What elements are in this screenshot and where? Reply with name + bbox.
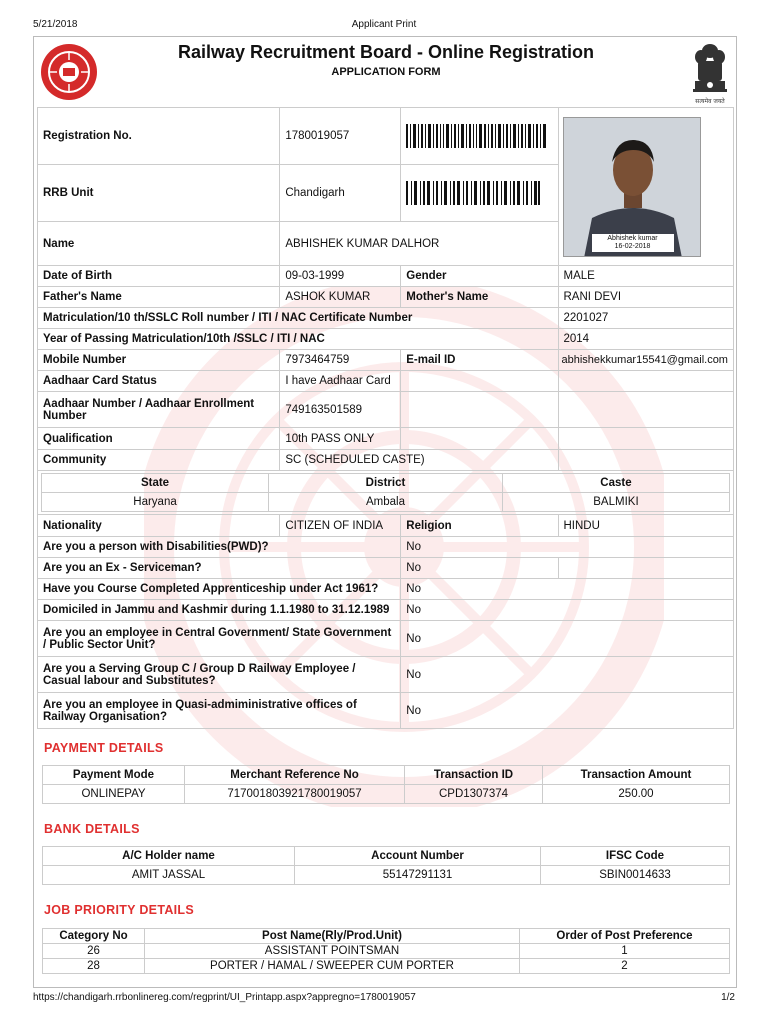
- transaction-amount-value: 250.00: [543, 785, 730, 804]
- mobile-label: Mobile Number: [38, 350, 280, 371]
- post-name-cell: PORTER / HAMAL / SWEEPER CUM PORTER: [145, 959, 520, 974]
- photo-cell: [558, 108, 734, 266]
- answer-jk-domicile: No: [401, 600, 734, 621]
- aadhaar-number-label: Aadhaar Number / Aadhaar Enrollment Number: [38, 392, 280, 428]
- district-header: District: [269, 474, 503, 493]
- father-name-label: Father's Name: [38, 287, 280, 308]
- state-header: State: [42, 474, 269, 493]
- print-title: Applicant Print: [351, 19, 417, 30]
- emblem-motto: सत्यमेव जयते: [695, 98, 725, 105]
- preference-header: Order of Post Preference: [520, 929, 730, 944]
- question-jk-domicile: Domiciled in Jammu and Kashmir during 1.1.1980 to 31.12.1989: [38, 600, 401, 621]
- caste-header: Caste: [502, 474, 729, 493]
- question-apprenticeship: Have you Course Completed Apprenticeship under Act 1961?: [38, 579, 401, 600]
- dob-label: Date of Birth: [38, 266, 280, 287]
- question-railway-employee: Are you a Serving Group C / Group D Railway Employee / Casual labour and Substitutes?: [38, 657, 401, 693]
- page-number: 1/2: [721, 992, 735, 1003]
- email-label: E-mail ID: [401, 350, 558, 371]
- table-row: [43, 959, 730, 974]
- payment-details-table: [42, 765, 730, 804]
- father-name-value: ASHOK KUMAR: [280, 287, 401, 308]
- transaction-id-value: CPD1307374: [405, 785, 543, 804]
- dob-value: 09-03-1999: [280, 266, 401, 287]
- qualification-value: 10th PASS ONLY: [280, 428, 401, 450]
- post-name-cell: ASSISTANT POINTSMAN: [145, 944, 520, 959]
- payment-mode-value: ONLINEPAY: [43, 785, 185, 804]
- qualification-label: Qualification: [38, 428, 280, 450]
- preference-cell: 1: [520, 944, 730, 959]
- year-of-passing-label: Year of Passing Matriculation/10th /SSLC / ITI / NAC: [38, 329, 559, 350]
- answer-railway-employee: No: [401, 657, 734, 693]
- caste-value: BALMIKI: [502, 493, 729, 512]
- payment-mode-header: Payment Mode: [43, 766, 185, 785]
- name-label: Name: [38, 222, 280, 266]
- aadhaar-status-value: I have Aadhaar Card: [280, 371, 401, 392]
- barcode-icon: [406, 124, 546, 148]
- applicant-details-table: [37, 107, 734, 729]
- photo-caption-date: 16-02-2018: [614, 242, 651, 250]
- state-district-caste-table: [41, 473, 730, 512]
- registration-no-label: Registration No.: [38, 108, 280, 165]
- question-ex-serviceman: Are you an Ex - Serviceman?: [38, 558, 401, 579]
- ac-holder-header: A/C Holder name: [43, 847, 295, 866]
- aadhaar-number-value: 749163501589: [280, 392, 401, 428]
- form-subtitle: APPLICATION FORM: [331, 66, 441, 78]
- job-priority-table: [42, 928, 730, 974]
- ashoka-emblem-icon: [689, 41, 731, 107]
- photo-caption: [592, 234, 674, 252]
- state-value: Haryana: [42, 493, 269, 512]
- mother-name-label: Mother's Name: [401, 287, 558, 308]
- applicant-photo: [563, 117, 701, 257]
- ac-holder-value: AMIT JASSAL: [43, 866, 295, 885]
- answer-ex-serviceman: No: [401, 558, 558, 579]
- mother-name-value: RANI DEVI: [558, 287, 734, 308]
- bank-details-title: BANK DETAILS: [44, 822, 140, 836]
- religion-value: HINDU: [558, 515, 734, 537]
- ifsc-value: SBIN0014633: [541, 866, 730, 885]
- bank-details-table: [42, 846, 730, 885]
- category-no-cell: 26: [43, 944, 145, 959]
- print-header: [0, 19, 768, 33]
- answer-apprenticeship: No: [401, 579, 734, 600]
- merchant-ref-header: Merchant Reference No: [185, 766, 405, 785]
- district-value: Ambala: [269, 493, 503, 512]
- application-form: [33, 36, 737, 988]
- year-of-passing-value: 2014: [558, 329, 734, 350]
- merchant-ref-value: 717001803921780019057: [185, 785, 405, 804]
- rrb-unit-label: RRB Unit: [38, 165, 280, 222]
- community-value: SC (SCHEDULED CASTE): [280, 450, 558, 471]
- religion-label: Religion: [401, 515, 558, 537]
- post-name-header: Post Name(Rly/Prod.Unit): [145, 929, 520, 944]
- nationality-label: Nationality: [38, 515, 280, 537]
- unit-barcode: [401, 165, 558, 222]
- name-value: ABHISHEK KUMAR DALHOR: [280, 222, 558, 266]
- print-date: 5/21/2018: [33, 19, 78, 30]
- roll-number-label: Matriculation/10 th/SSLC Roll number / ITI / NAC Certificate Number: [38, 308, 559, 329]
- answer-govt-employee: No: [401, 621, 734, 657]
- transaction-amount-header: Transaction Amount: [543, 766, 730, 785]
- transaction-id-header: Transaction ID: [405, 766, 543, 785]
- aadhaar-status-label: Aadhaar Card Status: [38, 371, 280, 392]
- answer-quasi-admin: No: [401, 693, 734, 729]
- payment-details-title: PAYMENT DETAILS: [44, 741, 164, 755]
- table-row: [43, 944, 730, 959]
- job-priority-title: JOB PRIORITY DETAILS: [44, 903, 194, 917]
- gender-value: MALE: [558, 266, 734, 287]
- form-title: Railway Recruitment Board - Online Registration: [177, 42, 595, 62]
- registration-no-value: 1780019057: [280, 108, 401, 165]
- account-number-value: 55147291131: [295, 866, 541, 885]
- community-label: Community: [38, 450, 280, 471]
- answer-pwd: No: [401, 537, 734, 558]
- roll-number-value: 2201027: [558, 308, 734, 329]
- account-number-header: Account Number: [295, 847, 541, 866]
- barcode-icon: [406, 181, 540, 205]
- ifsc-header: IFSC Code: [541, 847, 730, 866]
- mobile-value: 7973464759: [280, 350, 401, 371]
- question-govt-employee: Are you an employee in Central Government/ State Government / Public Sector Unit?: [38, 621, 401, 657]
- category-no-cell: 28: [43, 959, 145, 974]
- registration-barcode: [401, 108, 558, 165]
- nationality-value: CITIZEN OF INDIA: [280, 515, 401, 537]
- gender-label: Gender: [401, 266, 558, 287]
- question-pwd: Are you a person with Disabilities(PWD)?: [38, 537, 401, 558]
- question-quasi-admin: Are you an employee in Quasi-admiministrative offices of Railway Organisation?: [38, 693, 401, 729]
- preference-cell: 2: [520, 959, 730, 974]
- email-value: abhishekkumar15541@gmail.com: [558, 350, 734, 371]
- category-no-header: Category No: [43, 929, 145, 944]
- print-url[interactable]: https://chandigarh.rrbonlinereg.com/regprint/UI_Printapp.aspx?appregno=1780019057: [33, 992, 416, 1003]
- photo-caption-name: Abhishek kumar: [607, 234, 658, 242]
- rrb-unit-value: Chandigarh: [280, 165, 401, 222]
